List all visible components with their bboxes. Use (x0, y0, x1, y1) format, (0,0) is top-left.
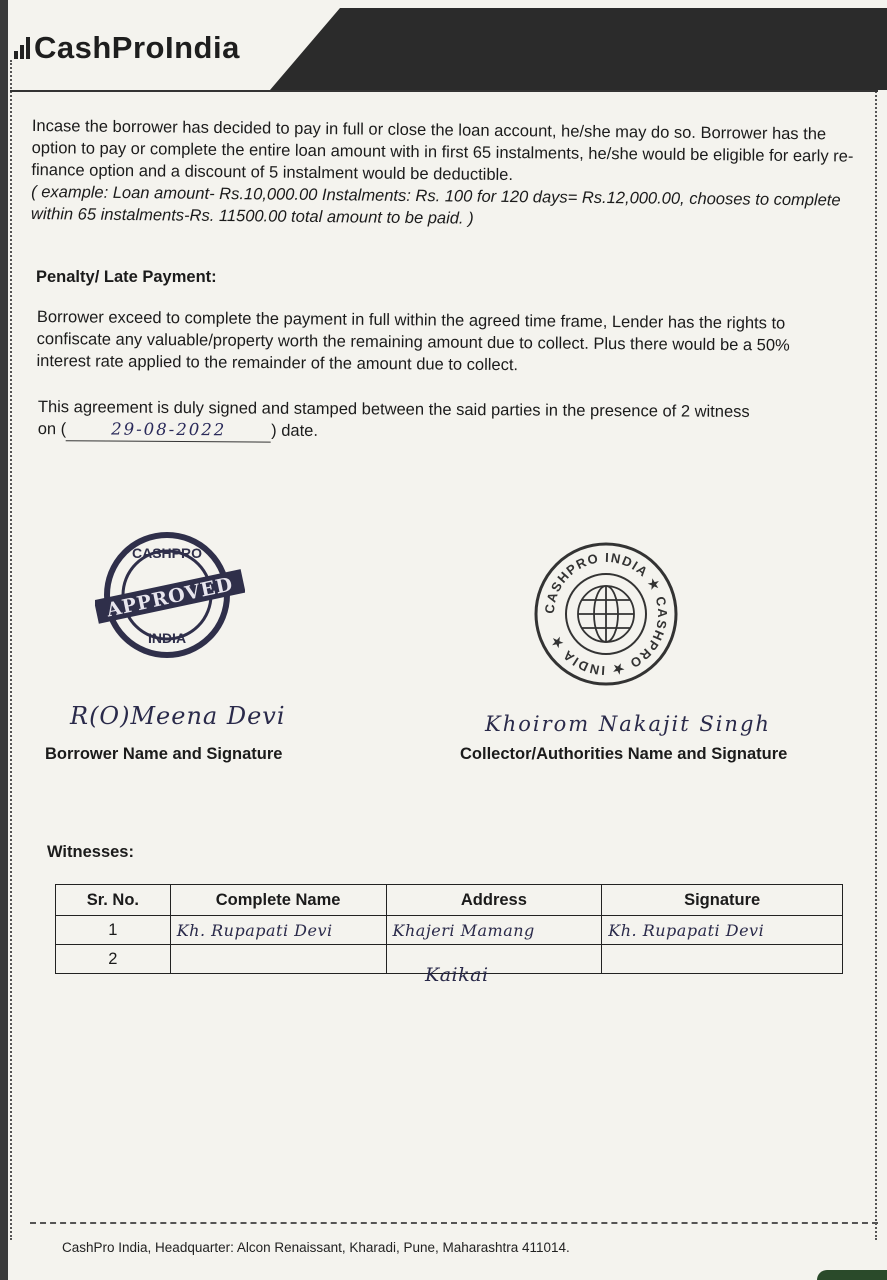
collector-signature-label: Collector/Authorities Name and Signature (460, 745, 788, 763)
witness-signature (602, 945, 843, 974)
collector-signature: Khoirom Nakajit Singh (485, 712, 771, 736)
column-header-address: Address (386, 885, 602, 916)
witness-signature: Kh. Rupapati Devi (602, 916, 843, 945)
witness-address-cell (386, 945, 602, 974)
table-row (56, 916, 843, 945)
approved-stamp-bottom-text: INDIA (147, 630, 187, 646)
brand-logo-text: CashProIndia (34, 30, 240, 65)
penalty-text: Borrower exceed to complete the payment in full within the agreed time frame, Lender has the rights to confiscate any valuable/property worth the remaining amount due to collect. Plus there would be a 50% interest rate applied to the remainder of the amount due to collect. (36, 307, 790, 375)
witness-address-continued: Kaikai (425, 964, 489, 986)
agreement-text: This agreement is duly signed and stamped between the said parties in the presence of 2 witness (37, 397, 750, 421)
witness-sr: 2 (56, 945, 171, 974)
witness-sr: 1 (56, 916, 171, 945)
borrower-signature: R(O)Meena Devi (70, 702, 286, 730)
witness-name (170, 945, 386, 974)
prepayment-text: Incase the borrower has decided to pay in full or close the loan account, he/she may do so. Borrower has the option to pay or complete the entire loan amount with in first 65 instalments, he/she would be eligible for early re-finance option and a discount of 5 instalment would be deductible. (31, 116, 854, 185)
margin-dotted-line-left (10, 60, 12, 1240)
agreement-on-prefix: on ( (37, 419, 67, 439)
witness-name: Kh. Rupapati Devi (170, 916, 386, 945)
penalty-heading: Penalty/ Late Payment: (36, 268, 217, 286)
column-header-signature: Signature (602, 885, 843, 916)
column-header-name: Complete Name (170, 885, 386, 916)
header-rule (10, 90, 878, 92)
approved-stamp-top-text: CASHPRO (131, 545, 203, 561)
round-company-seal (532, 540, 680, 688)
page-edge (0, 0, 8, 1280)
globe-icon (578, 586, 634, 642)
brand-logo (14, 30, 240, 66)
witness-address: Khajeri Mamang (386, 916, 602, 945)
margin-dotted-line-right (875, 20, 877, 1240)
agreement-date-suffix: ) date. (271, 421, 319, 440)
column-header-sr-no: Sr. No. (56, 885, 171, 916)
borrower-signature-label: Borrower Name and Signature (45, 745, 283, 763)
agreement-clause (38, 396, 868, 447)
header-band-slant (270, 8, 340, 90)
seal-ring-text: CASHPRO INDIA ★ CASHPRO ★ INDIA ★ (541, 549, 671, 679)
witnesses-heading: Witnesses: (47, 843, 134, 861)
prepayment-clause (31, 115, 862, 234)
agreement-date: 29-08-2022 (66, 418, 271, 442)
page-corner (817, 1270, 887, 1280)
approved-stamp (95, 528, 245, 663)
footer-address: CashPro India, Headquarter: Alcon Renaissant, Kharadi, Pune, Maharashtra 411014. (62, 1240, 570, 1255)
witnesses-table-header (56, 885, 843, 916)
footer-rule (30, 1222, 878, 1224)
approved-stamp-banner-text: APPROVED (104, 573, 236, 622)
witnesses-table (55, 884, 843, 974)
bar-chart-icon (14, 37, 30, 59)
header-band (270, 8, 887, 90)
prepayment-example: ( example: Loan amount- Rs.10,000.00 Instalments: Rs. 100 for 120 days= Rs.12,000.00, chooses to complete within 65 instalments-Rs. 11500.00 total amount to be paid. ) (30, 182, 841, 228)
